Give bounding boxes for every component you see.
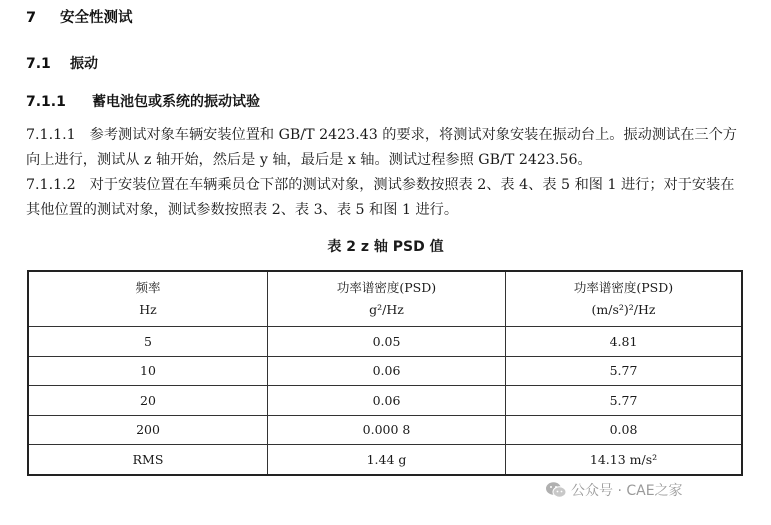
table-caption: 表 2 z 轴 PSD 值 — [327, 239, 444, 255]
paragraph-number: 7.1.1.1 — [26, 127, 76, 143]
table-cell: 0.05 — [268, 327, 506, 357]
table-cell: 5.77 — [506, 356, 743, 386]
paragraph-7-1-1-2 — [26, 173, 746, 223]
table-cell: 0.06 — [268, 356, 506, 386]
table-cell: 5.77 — [506, 386, 743, 416]
header-line2: (m/s²)²/Hz — [591, 302, 656, 317]
table-cell: 20 — [28, 386, 268, 416]
section-heading — [26, 6, 133, 27]
table-cell: 200 — [28, 415, 268, 445]
section-number: 7 — [26, 10, 37, 26]
subsection-heading — [26, 53, 98, 73]
table-cell: RMS — [28, 445, 268, 475]
table-row — [28, 356, 742, 386]
psd-table — [27, 270, 743, 476]
paragraph-number: 7.1.1.2 — [26, 177, 76, 193]
table-row — [28, 327, 742, 357]
watermark-text: 公众号 · CAE之家 — [571, 483, 683, 499]
header-line2: Hz — [139, 302, 157, 317]
table-row — [28, 386, 742, 416]
table-cell: 14.13 m/s² — [506, 445, 743, 475]
paragraph-7-1-1-1 — [26, 123, 746, 173]
header-line1: 功率谱密度(PSD) — [573, 280, 674, 295]
paragraph-text: 参考测试对象车辆安装位置和 GB/T 2423.43 的要求，将测试对象安装在振动台上。振动测试在三个方向上进行，测试从 z 轴开始，然后是 y 轴，最后是 x 轴。测试过程参照 GB/T 2423.56。 — [26, 127, 737, 168]
table-header-row — [28, 271, 742, 327]
section-title: 安全性测试 — [60, 10, 133, 26]
table-cell: 0.08 — [506, 415, 743, 445]
table-cell: 0.06 — [268, 386, 506, 416]
table-cell: 1.44 g — [268, 445, 506, 475]
header-frequency — [28, 271, 268, 327]
header-line1: 功率谱密度(PSD) — [336, 280, 437, 295]
header-line1: 频率 — [135, 280, 161, 295]
header-line2: g²/Hz — [369, 302, 404, 317]
subsection-number: 7.1 — [26, 56, 51, 72]
header-psd-ms2 — [506, 271, 743, 327]
subsubsection-number: 7.1.1 — [26, 94, 66, 110]
subsubsection-title: 蓄电池包或系统的振动试验 — [92, 94, 260, 110]
table-cell: 0.000 8 — [268, 415, 506, 445]
wechat-icon — [545, 481, 567, 499]
header-psd-g — [268, 271, 506, 327]
table-cell: 5 — [28, 327, 268, 357]
watermark — [545, 480, 683, 500]
table-row — [28, 415, 742, 445]
table-row-rms — [28, 445, 742, 475]
subsubsection-heading — [26, 91, 260, 111]
table-cell: 4.81 — [506, 327, 743, 357]
subsection-title: 振动 — [70, 56, 98, 72]
paragraph-text: 对于安装位置在车辆乘员仓下部的测试对象，测试参数按照表 2、表 4、表 5 和图 1 进行；对于安装在其他位置的测试对象，测试参数按照表 2、表 3、表 5 和图 1 进行。 — [26, 177, 735, 218]
table-cell: 10 — [28, 356, 268, 386]
